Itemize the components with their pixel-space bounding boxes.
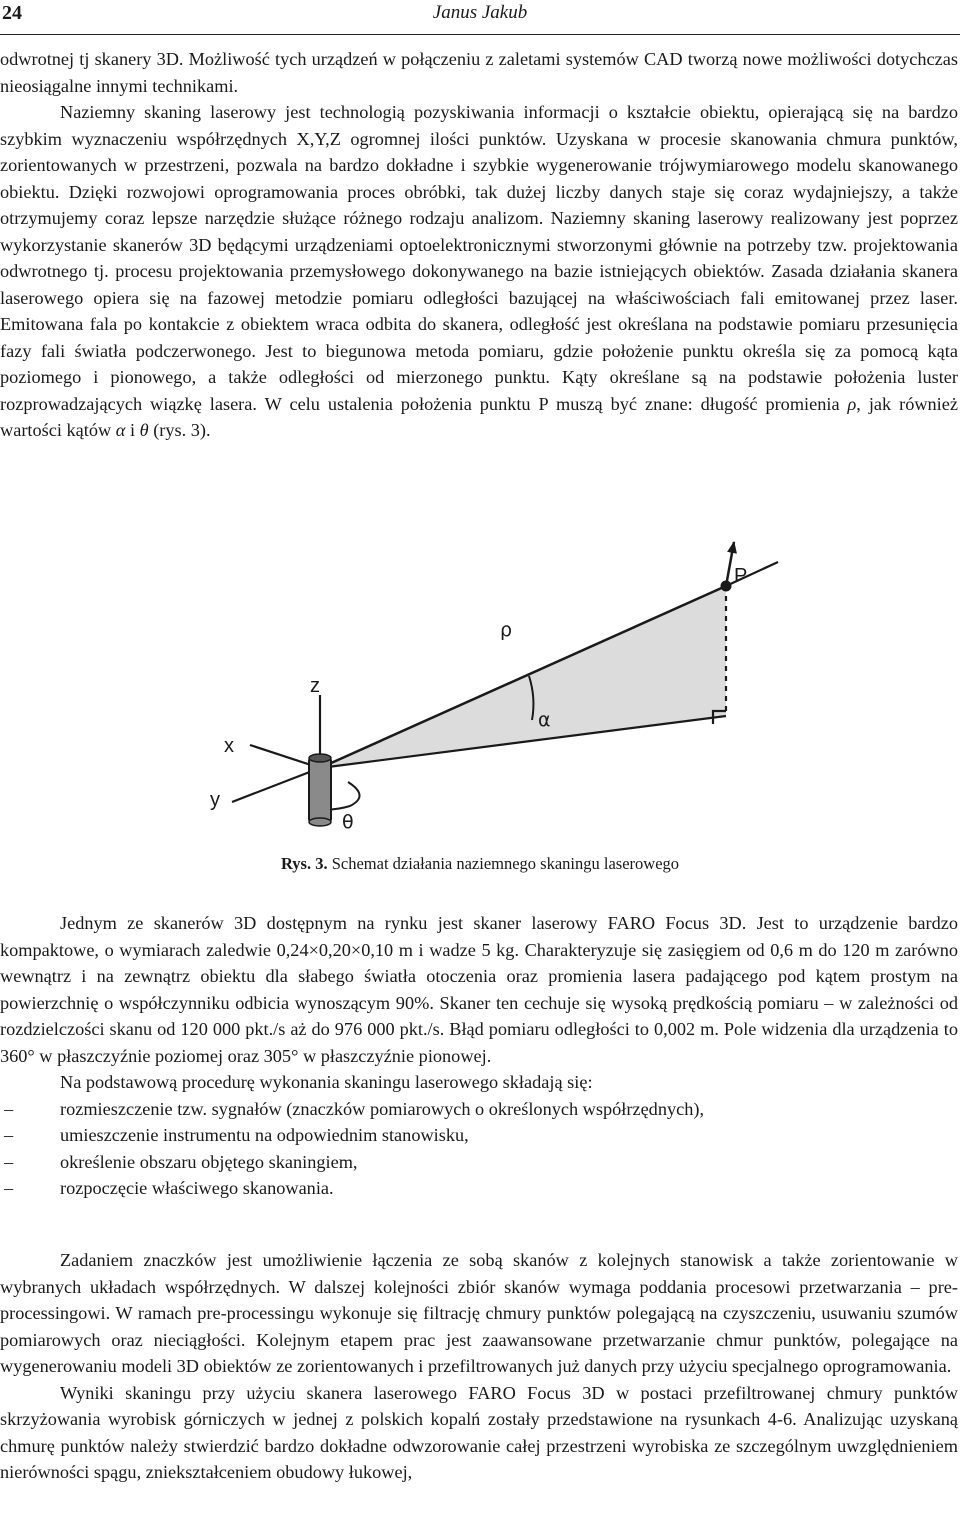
label-alpha: α	[538, 709, 551, 731]
list-item	[0, 1175, 958, 1202]
paragraph-5: Zadaniem znaczków jest umożliwienie łączenia ze sobą skanów z kolejnych stanowisk a także zorientowanie w wybranych układach współrzędnych. W dalszej kolejności zbiór skanów wymaga poddania procesowi przetwarzania – pre-processingowi. W ramach pre-processingu wykonuje się filtrację chmury punktów polegającą na czyszczeniu, usuwaniu szumów pomiarowych oraz nieciągłości. Kolejnym etapem prac jest zaawansowane przetwarzanie chmur punktów, polegające na wygenerowaniu modeli 3D obiektów ze zorientowanych i przefiltrowanych już danych przy użyciu specjalnego oprogramowania.	[0, 1250, 958, 1376]
list-dash: –	[4, 1125, 14, 1145]
label-theta: θ	[342, 811, 354, 833]
paragraph-4: Na podstawową procedurę wykonania skaningu laserowego składają się:	[60, 1072, 593, 1092]
scanning-diagram	[180, 530, 800, 850]
running-head: Janus Jakub	[432, 2, 528, 23]
paragraph-2	[0, 99, 958, 444]
label-rho: ρ	[500, 619, 513, 641]
paragraph-2-text: Naziemny skaning laserowy jest technologią pozyskiwania informacji o kształcie obiektu, opierającą się na bardzo szybkim wyznaczeniu współrzędnych X,Y,Z ogromnej ilości punktów. Uzyskana w procesie skanowania chmura punktów, zorientowanych w przestrzeni, pozwala na bardzo dokładne i szybkie wygenerowanie trójwymiarowego modelu skanowanego obiektu. Dzięki rozwojowi oprogramowania proces obróbki, tak dużej liczby danych staje się coraz wydajniejszy, a także otrzymujemy coraz lepsze narzędzie służące różnego rodzaju analizom. Naziemny skaning laserowy realizowany jest poprzez wykorzystanie skanerów 3D będącymi urządzeniami optoelektronicznymi stworzonymi głównie na potrzeby tzw. projektowania odwrotnego tj. procesu projektowania przemysłowego dokonywanego na bazie istniejących obiektów. Zasada działania skanera laserowego opiera się na fazowej metodzie pomiaru odległości bazującej na właściwościach fali emitowanej przez laser. Emitowana fala po kontakcie z obiektem wraca odbita do skanera, odległość jest określana na podstawie pomiaru przesunięcia fazy fali światła podczerwonego. Jest to biegunowa metoda pomiaru, gdzie położenie punktu określa się za pomocą kąta poziomego i pionowego, a także odległości od mierzonego punktu. Kąty określane są na podstawie położenia luster rozprowadzających wiązkę lasera. W celu ustalenia położenia punktu P muszą być znane: długość promienia	[0, 102, 958, 414]
label-z: z	[310, 675, 320, 697]
paragraph-3: Jednym ze skanerów 3D dostępnym na rynku jest skaner laserowy FARO Focus 3D. Jest to urządzenie bardzo kompaktowe, o wymiarach zaledwie 0,24×0,20×0,10 m i wadze 5 kg. Charakteryzuje się zasięgiem od 0,6 m do 120 m zarówno wewnątrz i na zewnątrz obiektu dla słabego światła otoczenia oraz promienia lasera padającego pod kątem prostym na powierzchnię o współczynniku odbicia wynoszącym 90%. Skaner ten cechuje się wysoką prędkością pomiaru – w zależności od rozdzielczości skanu od 120 000 pkt./s aż do 976 000 pkt./s. Błąd pomiaru odległości to 0,002 m. Pole widzenia dla urządzenia to 360° w płaszczyźnie poziomej oraz 305° w płaszczyźnie pionowej.	[0, 913, 958, 1066]
procedure-list	[0, 1096, 958, 1202]
list-item-text: rozpoczęcie właściwego skanowania.	[60, 1178, 334, 1198]
label-p: P	[734, 565, 748, 587]
scanner-bottom	[309, 818, 331, 826]
list-item-text: określenie obszaru objętego skaningiem,	[60, 1151, 358, 1172]
list-item	[0, 1096, 958, 1123]
text-block-middle	[0, 910, 958, 1202]
rho-symbol: ρ	[847, 393, 857, 414]
text-block-top	[0, 46, 958, 444]
paragraph-6: Wyniki skaningu przy użyciu skanera laserowego FARO Focus 3D w postaci przefiltrowanej chmury punktów skrzyżowania wyrobisk górniczych w jednej z polskich kopalń zostały przedstawione na rysunkach 4-6. Analizując uzyskaną chmurę punktów należy stwierdzić bardzo dokładne odwzorowanie całej przestrzeni wyrobiska ze szczególnym uwzględnieniem nierówności spągu, zniekształceniem obudowy łukowej,	[0, 1382, 958, 1482]
list-item	[0, 1122, 958, 1149]
ray-arrow	[726, 542, 734, 586]
point-p-marker	[721, 581, 732, 592]
paragraph-1: odwrotnej tj skanery 3D. Możliwość tych urządzeń w połączeniu z zaletami systemów CAD tworzą nowe możliwości dotychczas nieosiągalne innymi technikami.	[0, 49, 958, 96]
page-number: 24	[2, 2, 22, 24]
page-header	[0, 0, 960, 35]
paragraph-2-end: (rys. 3).	[153, 420, 211, 440]
figure-caption	[0, 854, 960, 874]
theta-symbol: θ	[139, 420, 149, 440]
caption-text: Schemat działania naziemnego skaningu laserowego	[331, 854, 680, 873]
figure-3	[180, 530, 800, 850]
paragraph-2-mid: , jak również wartości kątów	[0, 393, 958, 440]
label-x: x	[224, 735, 234, 757]
scanner-top	[309, 754, 331, 762]
text-block-bottom	[0, 1247, 958, 1486]
list-dash: –	[4, 1098, 14, 1119]
alpha-symbol: α	[115, 420, 126, 440]
scanner-body	[309, 758, 331, 822]
list-item-text: umieszczenie instrumentu na odpowiednim stanowisku,	[60, 1125, 469, 1145]
label-y: y	[210, 789, 220, 811]
paragraph-2-and: i	[129, 420, 136, 440]
list-dash: –	[4, 1178, 14, 1198]
caption-label: Rys. 3.	[280, 854, 328, 873]
list-item-text: rozmieszczenie tzw. sygnałów (znaczków pomiarowych o określonych współrzędnych),	[60, 1098, 705, 1119]
list-dash: –	[4, 1151, 14, 1172]
y-axis	[232, 768, 320, 802]
list-item	[0, 1149, 958, 1176]
